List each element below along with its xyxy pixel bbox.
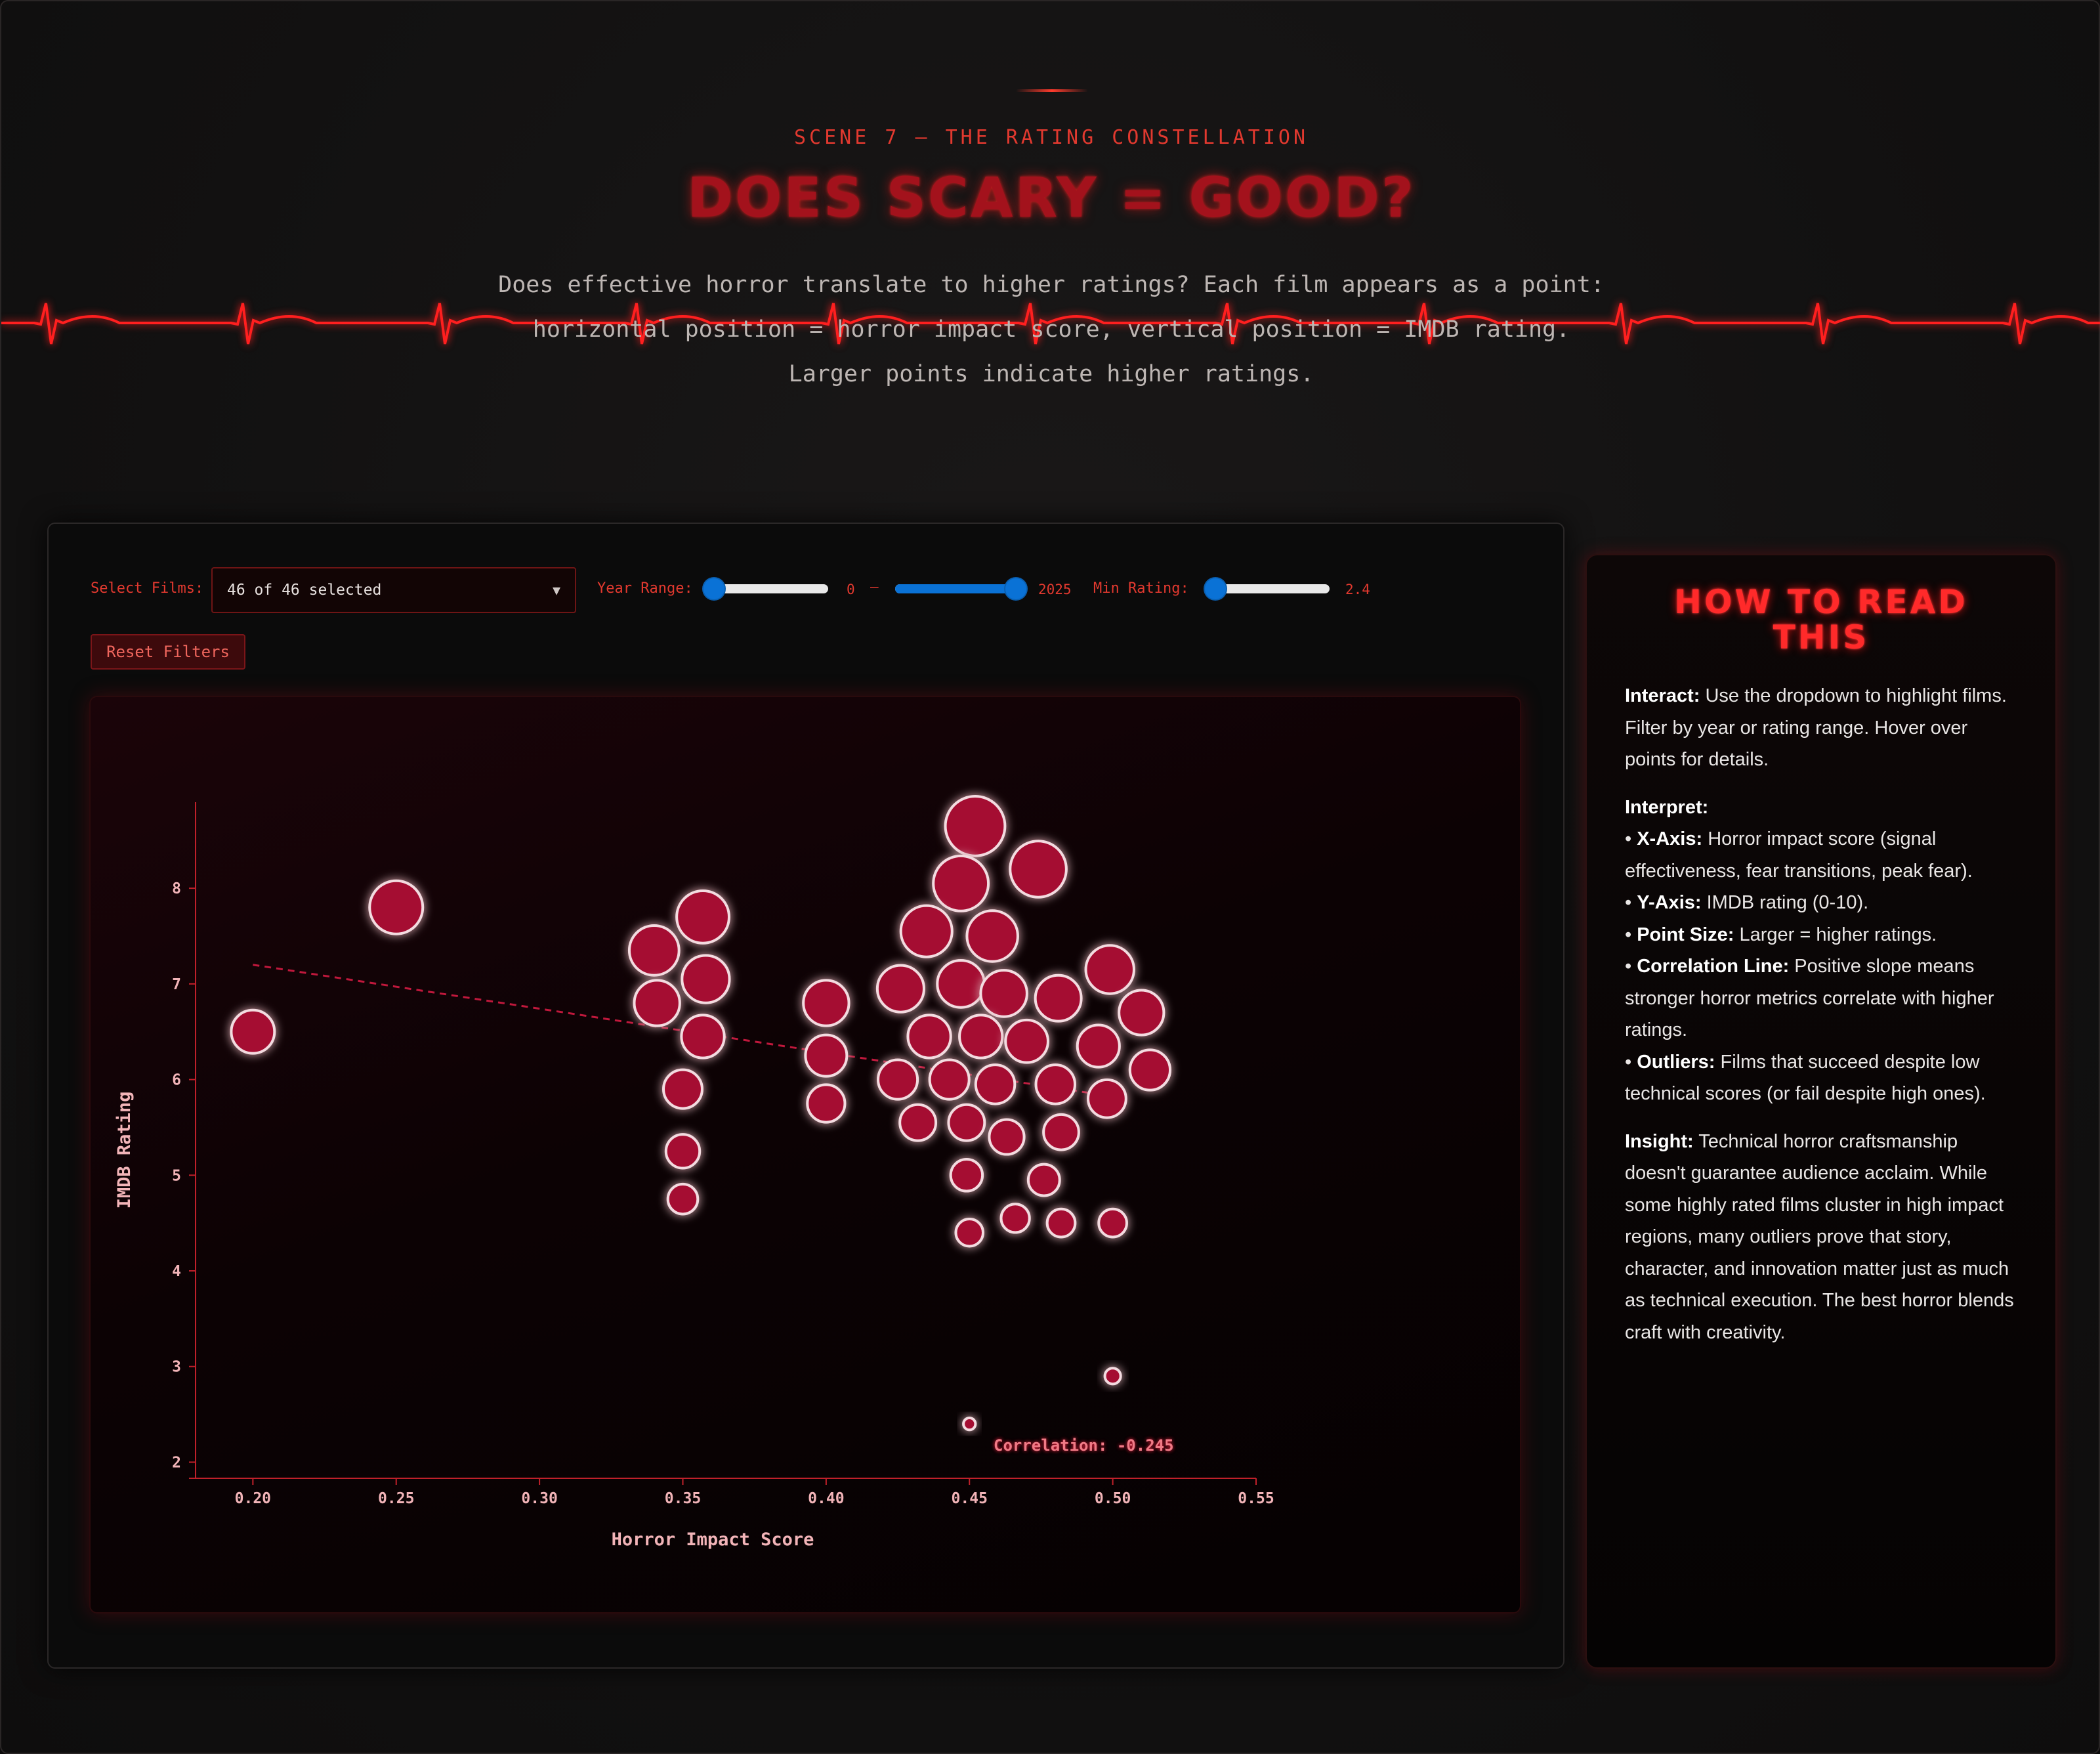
y-tick-label: 4 — [172, 1263, 181, 1280]
x-tick-label: 0.40 — [808, 1490, 845, 1507]
insight-label: Insight: — [1625, 1130, 1694, 1152]
x-tick-label: 0.55 — [1238, 1490, 1274, 1507]
y-tick-label: 5 — [172, 1167, 181, 1185]
film-point[interactable] — [682, 955, 729, 1002]
x-axis-title: Horror Impact Score — [611, 1529, 814, 1550]
film-point[interactable] — [1036, 1065, 1076, 1104]
year-min-thumb[interactable] — [704, 578, 724, 599]
film-point[interactable] — [1088, 1080, 1126, 1118]
year-max-value: 2025 — [1038, 582, 1072, 597]
film-point[interactable] — [663, 1070, 702, 1109]
interpret-item-label: X-Axis: — [1637, 828, 1703, 849]
film-point[interactable] — [956, 1219, 983, 1247]
year-max-slider[interactable] — [895, 584, 1020, 593]
chart-panel — [47, 523, 1564, 1669]
film-point[interactable] — [967, 910, 1017, 961]
top-divider — [1016, 89, 1088, 92]
y-tick-label: 3 — [172, 1358, 181, 1376]
y-tick-label: 8 — [172, 880, 181, 898]
film-point[interactable] — [668, 1184, 698, 1214]
year-min-value: 0 — [847, 582, 855, 597]
y-axis-title: IMDB Rating — [114, 1091, 135, 1209]
interpret-item-label: Correlation Line: — [1637, 956, 1790, 977]
film-point[interactable] — [629, 926, 679, 975]
film-point[interactable] — [1010, 841, 1066, 897]
film-point[interactable] — [976, 1065, 1015, 1104]
reset-filters-button[interactable]: Reset Filters — [91, 634, 245, 670]
subtitle-line: horizontal position = horror impact score, vertical position = IMDB rating. — [532, 316, 1570, 343]
min-rating-slider[interactable] — [1205, 584, 1330, 593]
film-point[interactable] — [677, 891, 729, 943]
film-select-value: 46 of 46 selected — [227, 582, 382, 599]
film-point[interactable] — [1036, 975, 1082, 1021]
x-tick-label: 0.25 — [378, 1490, 415, 1507]
x-tick-label: 0.35 — [664, 1490, 702, 1507]
interpret-item-text: Films that succeed despite low technical scores (or fail despite high ones). — [1625, 1051, 1986, 1104]
film-point[interactable] — [877, 966, 924, 1012]
x-tick-label: 0.45 — [951, 1490, 988, 1507]
film-point[interactable] — [369, 881, 423, 934]
x-tick-label: 0.50 — [1094, 1490, 1131, 1507]
film-point[interactable] — [666, 1134, 700, 1168]
film-point[interactable] — [1028, 1165, 1060, 1196]
film-point[interactable] — [1047, 1209, 1076, 1237]
film-point[interactable] — [681, 1015, 724, 1058]
film-point[interactable] — [1043, 1115, 1079, 1150]
film-select-dropdown[interactable] — [211, 567, 576, 613]
correlation-annotation: Correlation: -0.245 — [994, 1436, 1174, 1455]
interpret-item-label: Y-Axis: — [1637, 892, 1702, 913]
interpret-label: Interpret: — [1625, 796, 1709, 818]
interpret-paragraph: Interpret: • X-Axis: Horror impact score (signal effectiveness, fear transitions, peak fear). • Y-Axis: IMDB rating (0-10). • Point Size: Larger = higher ratings. • Correlation Line: Positive slope means stronger horror metrics correlate with higher ratings. • Outliers: Films that succeed despite low technical scores (or fail despite high ones). — [1625, 796, 1994, 1104]
film-point[interactable] — [1086, 945, 1134, 993]
scatter-plot — [91, 697, 1520, 1612]
film-point[interactable] — [989, 1119, 1024, 1154]
how-to-read-title-line: HOW TO READ — [1674, 583, 1968, 621]
film-point[interactable] — [803, 980, 849, 1025]
film-point[interactable] — [878, 1060, 917, 1100]
film-point[interactable] — [948, 1105, 984, 1141]
film-point[interactable] — [946, 796, 1005, 856]
interact-label: Interact: — [1625, 685, 1700, 706]
page-subtitle — [461, 263, 1642, 396]
insight-paragraph — [1625, 1126, 2019, 1349]
film-point[interactable] — [1001, 1204, 1029, 1232]
year-max-fill — [895, 584, 1020, 593]
film-point[interactable] — [1130, 1050, 1170, 1090]
film-point[interactable] — [963, 1418, 975, 1430]
interpret-item-label: Point Size: — [1637, 924, 1734, 945]
how-to-read-title-line: THIS — [1773, 618, 1870, 656]
interpret-item-text: Horror impact score (signal effectiveness, fear transitions, peak fear). — [1625, 828, 1973, 882]
subtitle-line: Does effective horror translate to higher ratings? Each film appears as a point: — [498, 272, 1605, 298]
film-point[interactable] — [908, 1015, 950, 1058]
interpret-item-label: Outliers: — [1637, 1051, 1715, 1073]
interpret-item-text: Larger = higher ratings. — [1734, 924, 1937, 945]
film-point[interactable] — [1005, 1020, 1048, 1063]
page-title: DOES SCARY = GOOD? — [687, 165, 1416, 230]
film-point[interactable] — [933, 856, 988, 911]
y-tick-label: 6 — [172, 1071, 181, 1089]
min-rating-label: Min Rating: — [1093, 580, 1189, 597]
film-point[interactable] — [1099, 1209, 1127, 1237]
plot-area — [89, 696, 1521, 1614]
film-point[interactable] — [980, 970, 1027, 1017]
chevron-down-icon: ▼ — [552, 582, 560, 598]
how-to-read-panel — [1586, 554, 2057, 1669]
y-tick-label: 7 — [172, 975, 181, 993]
subtitle-line: Larger points indicate higher ratings. — [788, 361, 1314, 387]
year-max-thumb[interactable] — [1005, 578, 1026, 599]
film-point[interactable] — [930, 1060, 969, 1100]
film-point[interactable] — [805, 1035, 847, 1077]
select-films-label: Select Films: — [91, 580, 204, 597]
film-point[interactable] — [807, 1084, 845, 1122]
how-to-read-title — [1587, 584, 2055, 655]
min-rating-value: 2.4 — [1345, 582, 1370, 597]
film-point[interactable] — [1078, 1025, 1120, 1067]
film-point[interactable] — [1119, 990, 1164, 1035]
film-point[interactable] — [901, 906, 952, 957]
year-range-separator: — — [870, 579, 879, 595]
film-point[interactable] — [231, 1010, 274, 1054]
interpret-item-text: IMDB rating (0-10). — [1701, 892, 1869, 913]
film-point[interactable] — [937, 960, 984, 1008]
x-tick-label: 0.30 — [521, 1490, 558, 1507]
film-point[interactable] — [959, 1015, 1002, 1058]
film-point[interactable] — [1105, 1368, 1121, 1384]
insight-text: Technical horror craftsmanship doesn't guarantee audience acclaim. While some highly rated films cluster in high impact regions, many outliers prove that story, character, and innovation matter just as much as technical execution. The best horror blends craft with creativity. — [1625, 1130, 2014, 1343]
film-point[interactable] — [900, 1105, 936, 1141]
film-point[interactable] — [634, 980, 679, 1025]
year-min-slider[interactable] — [704, 584, 828, 593]
year-range-label: Year Range: — [597, 580, 693, 597]
x-tick-label: 0.20 — [234, 1490, 272, 1507]
how-to-read-body — [1625, 680, 2019, 1364]
interact-text: Use the dropdown to highlight films. Filter by year or rating range. Hover over points for details. — [1625, 685, 2007, 770]
y-tick-label: 2 — [172, 1454, 181, 1472]
film-point[interactable] — [951, 1159, 982, 1191]
interpret-item-text: Positive slope means stronger horror metrics correlate with higher ratings. — [1625, 956, 1994, 1040]
interact-paragraph — [1625, 680, 2019, 776]
min-rating-thumb[interactable] — [1205, 578, 1226, 599]
scene-eyebrow: SCENE 7 — THE RATING CONSTELLATION — [793, 126, 1309, 149]
